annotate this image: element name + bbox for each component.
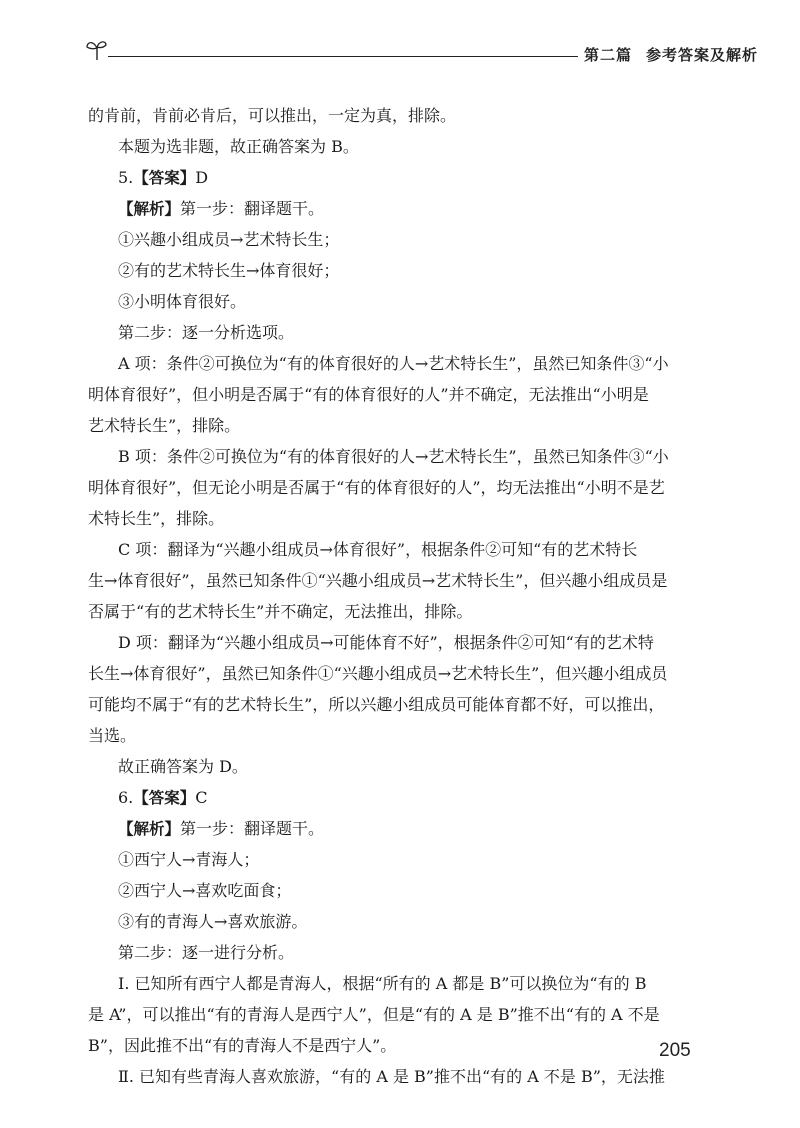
option-c-line: C 项：翻译为“兴趣小组成员→体育很好”，根据条件②可知“有的艺术特长 [118, 540, 638, 559]
option-d-line: 可能均不属于“有的艺术特长生”，所以兴趣小组成员可能体育都不好，可以推出， [88, 695, 665, 714]
item-i-line: B”，因此推不出“有的青海人不是西宁人”。 [88, 1036, 397, 1055]
page-number: 205 [659, 1040, 691, 1061]
item-ii-line: Ⅱ. 已知有些青海人喜欢旅游，“有的 A 是 B”推不出“有的 A 不是 B”，无法推 [118, 1067, 665, 1086]
option-b-line: B 项：条件②可换位为“有的体育很好的人→艺术特长生”，虽然已知条件③“小 [118, 447, 669, 466]
answer-body [88, 100, 700, 1092]
answer-line-q6: 6.【答案】C [118, 788, 208, 807]
bracket-tag: 【解析】 [118, 820, 181, 838]
analysis-line-q6: 【解析】第一步：翻译题干。 [118, 819, 325, 838]
option-a-line: 艺术特长生”，排除。 [88, 416, 241, 435]
option-a-line: 明体育很好”，但小明是否属于“有的体育很好的人”并不确定，无法推出“小明是 [88, 385, 649, 404]
option-c-line: 否属于“有的艺术特长生”并不确定，无法推出，排除。 [88, 602, 473, 621]
page-header [84, 36, 759, 66]
condition-line: ①西宁人→青海人； [118, 850, 260, 869]
text-line: 本题为选非题，故正确答案为 B。 [118, 137, 359, 156]
option-a-line: A 项：条件②可换位为“有的体育很好的人→艺术特长生”，虽然已知条件③“小 [118, 354, 669, 373]
running-header [584, 44, 758, 65]
text-line: 的肯前，肯前必肯后，可以推出，一定为真，排除。 [88, 106, 457, 125]
condition-line: ②有的艺术特长生→体育很好； [118, 261, 340, 280]
option-d-line: D 项：翻译为“兴趣小组成员→可能体育不好”，根据条件②可知“有的艺术特 [118, 633, 654, 652]
option-d-line: 长生→体育很好”，虽然已知条件①“兴趣小组成员→艺术特长生”，但兴趣小组成员 [88, 664, 668, 683]
option-d-line: 当选。 [88, 726, 137, 745]
item-i-line: 是 A”，可以推出“有的青海人是西宁人”，但是“有的 A 是 B”推不出“有的 A 不是 [88, 1005, 660, 1024]
bracket-tag: 【答案】 [133, 789, 196, 807]
option-b-line: 明体育很好”，但无论小明是否属于“有的体育很好的人”，均无法推出“小明不是艺 [88, 478, 665, 497]
section-label: 第二篇 [584, 46, 633, 64]
step-line: 第二步：逐一分析选项。 [118, 323, 295, 342]
option-c-line: 生→体育很好”，虽然已知条件①“兴趣小组成员→艺术特长生”，但兴趣小组成员是 [88, 571, 668, 590]
conclusion-line: 故正确答案为 D。 [118, 757, 248, 776]
item-i-line: Ⅰ. 已知所有西宁人都是青海人，根据“所有的 A 都是 B”可以换位为“有的 B [118, 974, 647, 993]
sprout-icon [84, 36, 110, 62]
bracket-tag: 【解析】 [118, 200, 181, 218]
analysis-line-q5: 【解析】第一步：翻译题干。 [118, 199, 325, 218]
option-b-line: 术特长生”，排除。 [88, 509, 225, 528]
condition-line: ③有的青海人→喜欢旅游。 [118, 912, 308, 931]
header-title: 参考答案及解析 [646, 46, 759, 64]
answer-line-q5: 5.【答案】D [118, 168, 209, 187]
step-line: 第二步：逐一进行分析。 [118, 943, 295, 962]
condition-line: ①兴趣小组成员→艺术特长生； [118, 230, 340, 249]
header-rule [108, 56, 578, 57]
bracket-tag: 【答案】 [133, 169, 196, 187]
condition-line: ②西宁人→喜欢吃面食； [118, 881, 292, 900]
condition-line: ③小明体育很好。 [118, 292, 247, 311]
